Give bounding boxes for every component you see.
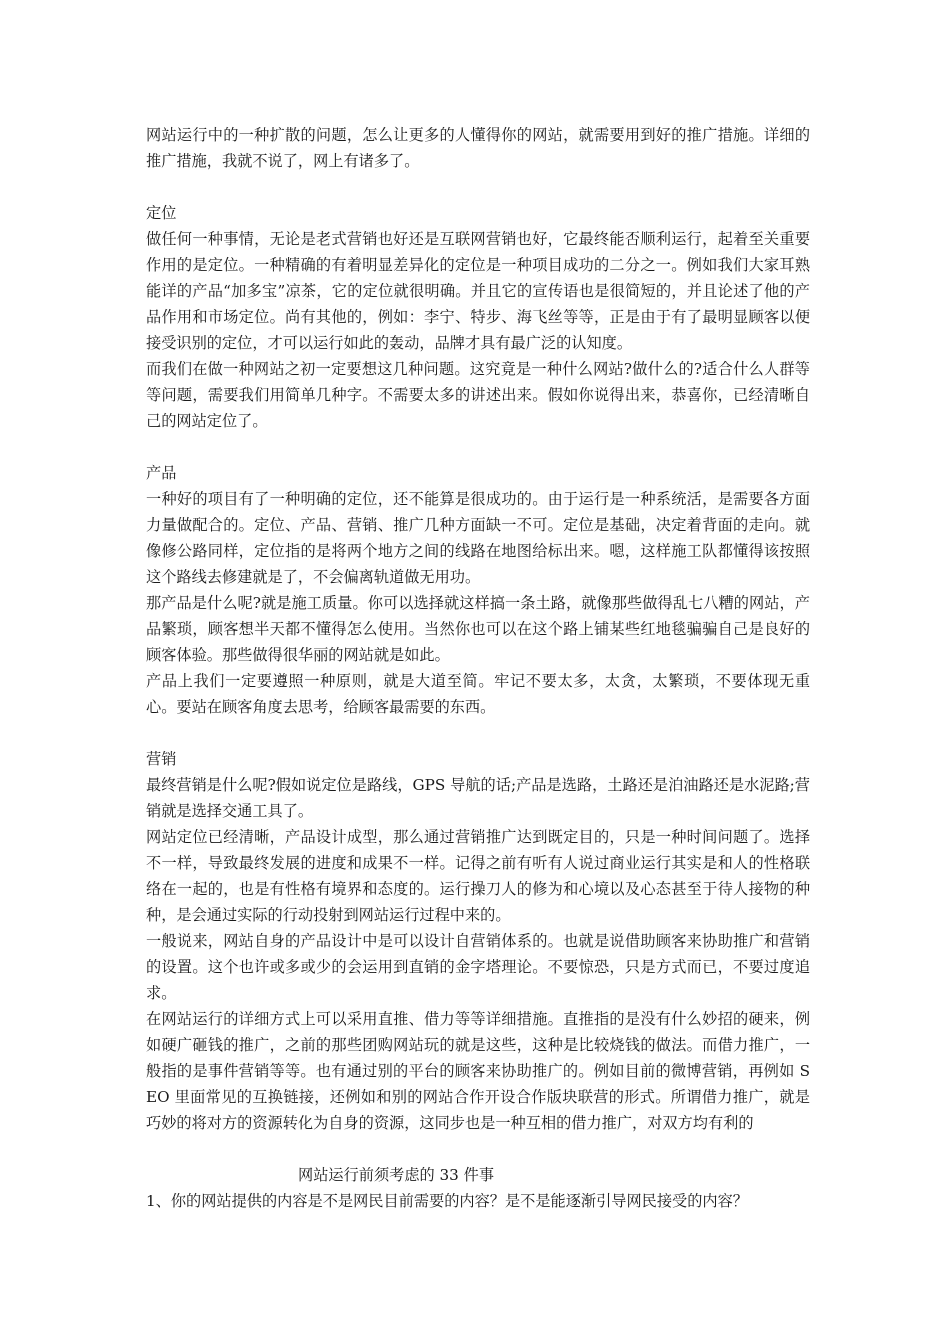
paragraph: 而我们在做一种网站之初一定要想这几种问题。这究竟是一种什么网站?做什么的?适合什么人群等等问题，需要我们用简单几种字。不需要太多的讲述出来。假如你说得出来，恭喜你，已经清晰自己的网站定位了。 xyxy=(146,360,810,430)
intro-paragraph: 网站运行中的一种扩散的问题，怎么让更多的人懂得你的网站，就需要用到好的推广措施。详细的推广措施，我就不说了，网上有诸多了。 xyxy=(146,126,810,170)
paragraph: 网站定位已经清晰，产品设计成型，那么通过营销推广达到既定目的，只是一种时间问题了。选择不一样，导致最终发展的进度和成果不一样。记得之前有听有人说过商业运行其实是和人的性格联络在一起的，也是有性格有境界和态度的。运行操刀人的修为和心境以及心态甚至于待人接物的种种，是会通过实际的行动投射到网站运行过程中来的。 xyxy=(146,828,810,924)
list-title: 网站运行前须考虑的 33 件事 xyxy=(298,1166,495,1184)
paragraph: 一般说来，网站自身的产品设计中是可以设计自营销体系的。也就是说借助顾客来协助推广和营销的设置。这个也许或多或少的会运用到直销的金字塔理论。不要惊恐，只是方式而已，不要过度追求。 xyxy=(146,932,810,1002)
paragraph: 在网站运行的详细方式上可以采用直推、借力等等详细措施。直推指的是没有什么妙招的硬来，例如硬广砸钱的推广，之前的那些团购网站玩的就是这些，这种是比较烧钱的做法。而借力推广，一般指的是事件营销等等。也有通过别的平台的顾客来协助推广的。例如目前的微博营销，再例如 SEO 里面常见的互换链接，还例如和别的网站合作开设合作版块联营的形式。所谓借力推广，就是巧妙的将对方的资源转化为自身的资源，这同步也是一种互相的借力推广，对双方均有利的 xyxy=(146,1010,810,1132)
spacer xyxy=(146,720,810,746)
section-heading-product: 产品 xyxy=(146,464,177,482)
spacer xyxy=(146,1136,810,1162)
list-item: 1、你的网站提供的内容是不是网民目前需要的内容？是不是能逐渐引导网民接受的内容？ xyxy=(146,1192,748,1210)
section-heading-marketing: 营销 xyxy=(146,750,177,768)
spacer xyxy=(146,174,810,200)
paragraph: 那产品是什么呢?就是施工质量。你可以选择就这样搞一条土路，就像那些做得乱七八糟的网站，产品繁琐，顾客想半天都不懂得怎么使用。当然你也可以在这个路上铺某些红地毯骗骗自己是良好的顾客体验。那些做得很华丽的网站就是如此。 xyxy=(146,594,810,664)
paragraph: 做任何一种事情，无论是老式营销也好还是互联网营销也好，它最终能否顺利运行，起着至关重要作用的是定位。一种精确的有着明显差异化的定位是一种项目成功的二分之一。例如我们大家耳熟能详的产品“加多宝”凉茶，它的定位就很明确。并且它的宣传语也是很简短的，并且论述了他的产品作用和市场定位。尚有其他的，例如：李宁、特步、海飞丝等等，正是由于有了最明显顾客以便接受识别的定位，才可以运行如此的轰动，品牌才具有最广泛的认知度。 xyxy=(146,230,810,352)
paragraph: 产品上我们一定要遵照一种原则，就是大道至简。牢记不要太多，太贪，太繁琐，不要体现无重心。要站在顾客角度去思考，给顾客最需要的东西。 xyxy=(146,672,810,716)
paragraph: 最终营销是什么呢?假如说定位是路线，GPS 导航的话;产品是选路，土路还是泊油路还是水泥路;营销就是选择交通工具了。 xyxy=(146,776,810,820)
paragraph: 一种好的项目有了一种明确的定位，还不能算是很成功的。由于运行是一种系统活，是需要各方面力量做配合的。定位、产品、营销、推广几种方面缺一不可。定位是基础，决定着背面的走向。就像修公路同样，定位指的是将两个地方之间的线路在地图给标出来。嗯，这样施工队都懂得该按照这个路线去修建就是了，不会偏离轨道做无用功。 xyxy=(146,490,810,586)
section-heading-positioning: 定位 xyxy=(146,204,177,222)
document-body xyxy=(146,122,810,1214)
spacer xyxy=(146,434,810,460)
